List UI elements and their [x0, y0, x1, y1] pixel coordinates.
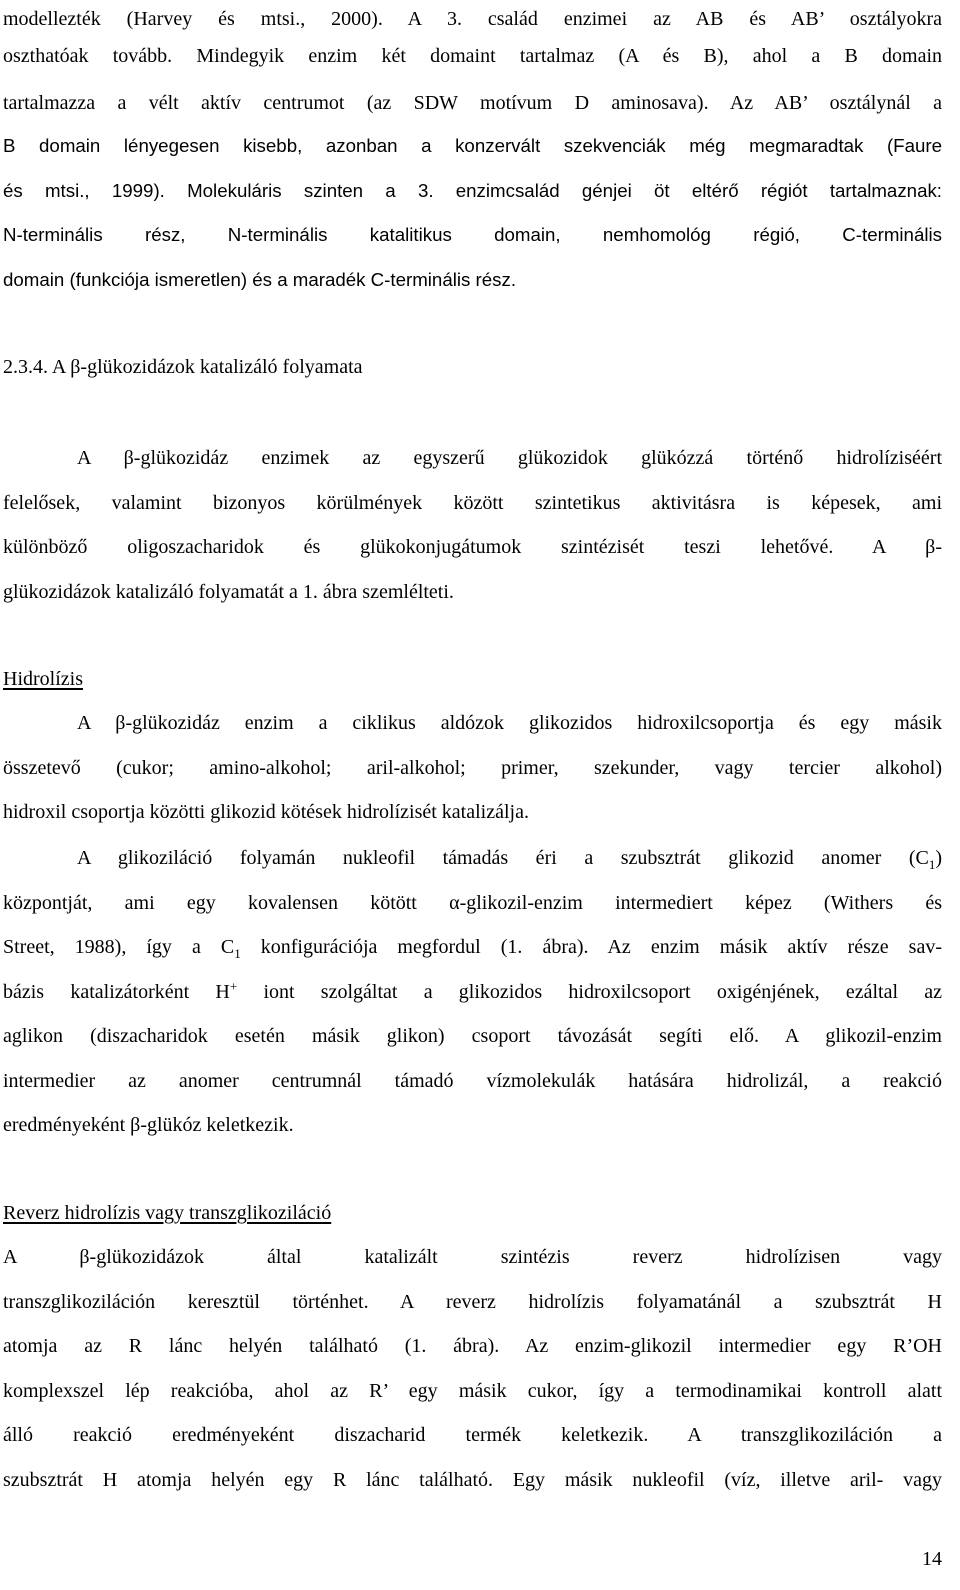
text-line: A β-glükozidáz enzim a ciklikus aldózok glikozidos hidroxilcsoportja és egy másik — [77, 712, 942, 734]
text-line: Street, 1988), így a $C_1$ konfigurációja megfordul (1. ábra). Az enzim másik aktív része sav- — [3, 936, 942, 961]
text-line: A β-glükozidázok által katalizált szintézis reverz hidrolízisen vagy — [3, 1246, 942, 1268]
text-line: központját, ami egy kovalensen kötött α-glikozil-enzim intermediert képez (Withers és — [3, 892, 942, 914]
text-line: glükozidázok katalizáló folyamatát a 1. ábra szemlélteti. — [3, 581, 454, 603]
text-line: és mtsi., 1999). Molekuláris szinten a 3. enzimcsalád génjei öt eltérő régiót tartalmaznak: — [3, 180, 942, 201]
page-number: 14 — [922, 1548, 942, 1570]
text-line: aglikon (diszacharidok esetén másik glikon) csoport távozását segíti elő. A glikozil-enzim — [3, 1025, 942, 1047]
text-line: komplexszel lép reakcióba, ahol az R’ egy másik cukor, így a termodinamikai kontroll alatt — [3, 1380, 942, 1402]
text-line: A glikoziláció folyamán nukleofil támadás éri a szubsztrát glikozid anomer $(C_1)$ — [77, 847, 942, 872]
text-line: atomja az R lánc helyén található (1. ábra). Az enzim-glikozil intermedier egy R’OH — [3, 1335, 942, 1357]
text-line: hidroxil csoportja közötti glikozid kötések hidrolízisét katalizálja. — [3, 801, 529, 823]
text-line: bázis katalizátorként H+ iont szolgáltat a glikozidos hidroxilcsoport oxigénjének, ezáltal az — [3, 978, 942, 1003]
text-line: eredményeként β-glükóz keletkezik. — [3, 1114, 294, 1136]
text-line: domain (funkciója ismeretlen) és a maradék C-terminális rész. — [3, 269, 517, 290]
text-line: tartalmazza a vélt aktív centrumot (az SDW motívum D aminosava). Az AB’ osztálynál a — [3, 92, 942, 114]
section-heading: 2.3.4. A β-glükozidázok katalizáló folyamata — [3, 356, 363, 378]
text-line: N-terminális rész, N-terminális katalitikus domain, nemhomológ régió, C-terminális — [3, 224, 942, 245]
text-line: B domain lényegesen kisebb, azonban a konzervált szekvenciák még megmaradtak (Faure — [3, 135, 942, 156]
subheading-hydrolysis: Hidrolízis — [3, 668, 83, 690]
text-line: modellezték (Harvey és mtsi., 2000). A 3. család enzimei az AB és AB’ osztályokra — [3, 8, 942, 30]
text-line: felelősek, valamint bizonyos körülmények között szintetikus aktivitásra is képesek, ami — [3, 492, 942, 514]
text-line: szubsztrát H atomja helyén egy R lánc található. Egy másik nukleofil (víz, illetve aril- vagy — [3, 1469, 942, 1491]
text-line: különböző oligoszacharidok és glükokonjugátumok szintézisét teszi lehetővé. A β- — [3, 536, 942, 558]
text-line: álló reakció eredményeként diszacharid termék keletkezik. A transzglikoziláción a — [3, 1424, 942, 1446]
text-line: oszthatóak tovább. Mindegyik enzim két domaint tartalmaz (A és B), ahol a B domain — [3, 45, 942, 67]
text-line: A β-glükozidáz enzimek az egyszerű glükozidok glükózzá történő hidrolíziséért — [77, 447, 942, 469]
subheading-reverse-hydrolysis: Reverz hidrolízis vagy transzglikoziláció — [3, 1202, 332, 1224]
text-line: intermedier az anomer centrumnál támadó vízmolekulák hatására hidrolizál, a reakció — [3, 1070, 942, 1092]
text-line: összetevő (cukor; amino-alkohol; aril-alkohol; primer, szekunder, vagy tercier alkohol) — [3, 757, 942, 779]
text-line: transzglikoziláción keresztül történhet. A reverz hidrolízis folyamatánál a szubsztrát H — [3, 1291, 942, 1313]
